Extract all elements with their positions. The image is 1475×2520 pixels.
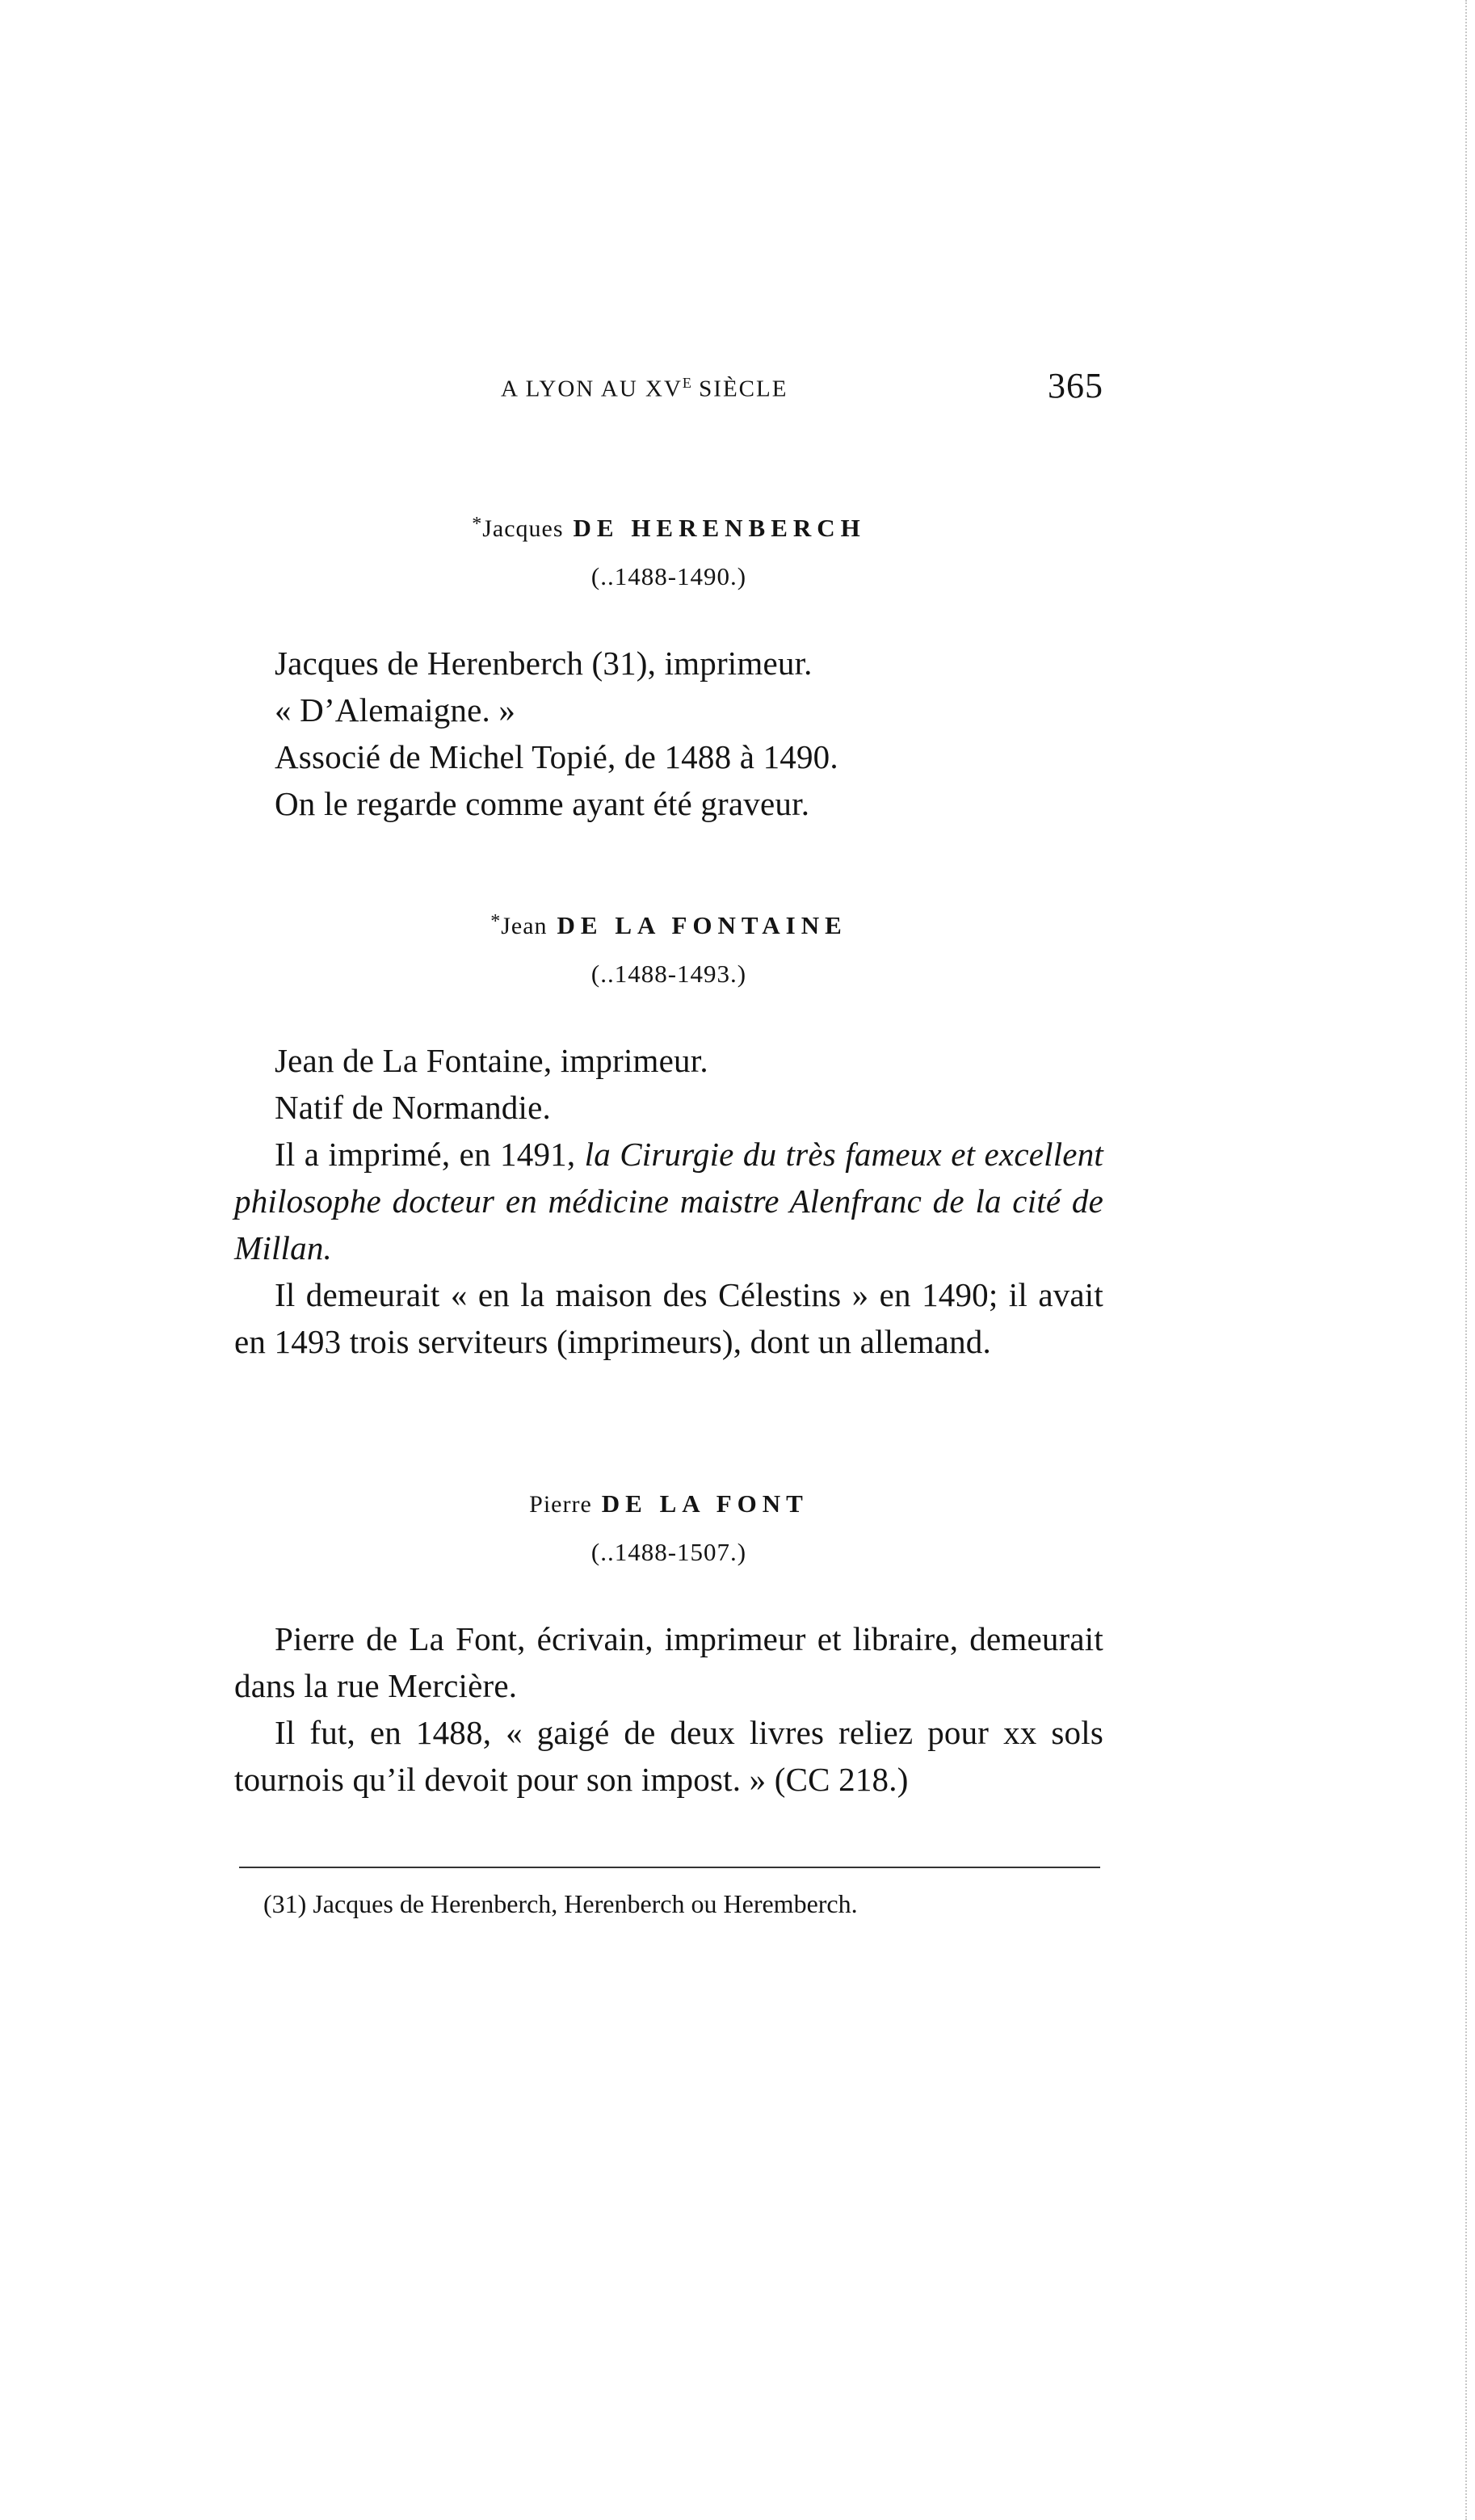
- entry-dates-herenberch: (..1488-1490.): [590, 562, 747, 590]
- paragraph: Il fut, en 1488, « gaigé de deux livres reliez pour xx sols tournois qu’il devoit pour son impost. » (CC 218.): [234, 1714, 1103, 1798]
- paragraph: Natif de Normandie.: [275, 1089, 551, 1126]
- paragraph: Pierre de La Font, écrivain, imprimeur et libraire, demeurait dans la rue Mercière.: [234, 1620, 1103, 1704]
- running-title-superscript: E: [682, 375, 691, 391]
- paragraph: Associé de Michel Topié, de 1488 à 1490.: [275, 738, 838, 775]
- entry-marker: *: [472, 514, 483, 535]
- entry-given-name: Jacques: [482, 515, 564, 542]
- paragraph: On le regarde comme ayant été graveur.: [275, 785, 810, 822]
- paragraph: Jacques de Herenberch (31), imprimeur.: [275, 645, 813, 682]
- entry-marker: *: [490, 911, 502, 932]
- footnote-text: Jacques de Herenberch, Herenberch ou Heremberch.: [306, 1889, 858, 1918]
- footnote-number: (31): [263, 1889, 307, 1918]
- footnote: [263, 1886, 1103, 1922]
- printed-work-lead: Il a imprimé, en 1491,: [275, 1136, 585, 1173]
- entry-given-name: Jean: [501, 913, 548, 939]
- page-edge: [1465, 0, 1475, 2520]
- entry-dates-la-fontaine: (..1488-1493.): [590, 960, 747, 988]
- entry-heading-herenberch: [234, 514, 1103, 543]
- paragraph: « D’Alemaigne. »: [275, 691, 516, 729]
- entry-given-name: Pierre: [529, 1491, 592, 1518]
- entry-surname: DE LA FONT: [601, 1489, 809, 1518]
- footnote-rule: [239, 1867, 1100, 1868]
- entry-body-la-font: [234, 1615, 1103, 1803]
- paragraph: Jean de La Fontaine, imprimeur.: [275, 1042, 708, 1079]
- entry-body-la-fontaine: [234, 1037, 1103, 1365]
- printed-work-paragraph: [234, 1131, 1103, 1271]
- running-title: [501, 375, 788, 403]
- entry-dates-la-font: (..1488-1507.): [590, 1538, 747, 1566]
- page-number: 365: [1048, 366, 1103, 405]
- printed-work-title: la Cirurgie du très fameux et excellent philosophe docteur en médicine maistre Alenfranc de la cité de Millan.: [234, 1136, 1103, 1266]
- entry-surname: DE HERENBERCH: [573, 514, 866, 542]
- entry-body-herenberch: [234, 640, 1103, 827]
- running-title-end: SIÈCLE: [691, 376, 788, 402]
- entry-heading-la-font: [234, 1489, 1103, 1518]
- running-title-main: A LYON AU XV: [501, 376, 683, 402]
- paragraph: Il demeurait « en la maison des Célestins » en 1490; il avait en 1493 trois serviteurs (imprimeurs), dont un allemand.: [234, 1276, 1103, 1360]
- entry-heading-la-fontaine: [234, 911, 1103, 940]
- entry-surname: DE LA FONTAINE: [557, 911, 847, 939]
- running-head: [234, 365, 1103, 414]
